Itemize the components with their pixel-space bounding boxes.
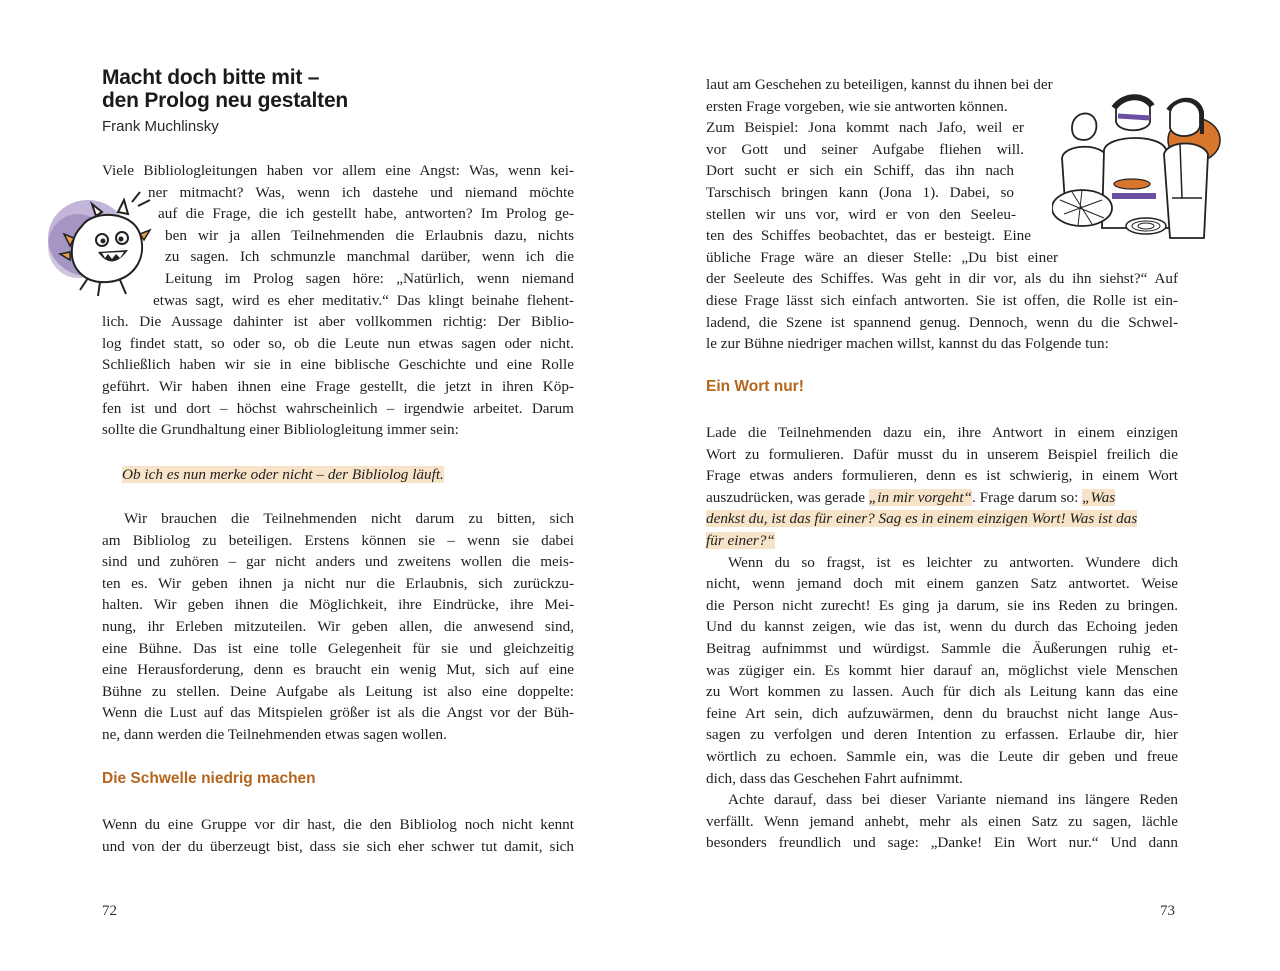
quote-highlight: Ob ich es nun merke oder nicht – der Bibliolog läuft. bbox=[122, 466, 444, 483]
text-line-highlight bbox=[706, 508, 1137, 530]
quote bbox=[122, 464, 444, 486]
text-line: eine Herausforderung, denn es braucht ein wenig Mut, sich auf eine bbox=[102, 661, 574, 679]
text-line: besonders freundlich und sage: „Danke! Ein Wort nur.“ Und dann bbox=[706, 834, 1178, 852]
text-line: laut am Geschehen zu beteiligen, kannst du ihnen bei der bbox=[706, 76, 1053, 93]
monster-illustration bbox=[40, 188, 158, 300]
text-line: stellen wir uns vor, wird er von den Seeleu- bbox=[706, 205, 1016, 223]
text-line: die Person nicht zurecht! Es ging ja darum, sie ins Reden zu bringen. bbox=[706, 596, 1178, 614]
text-line: Wort zu formulieren. Dafür musst du in unserem Beispiel freilich die bbox=[706, 445, 1178, 463]
text-line: Leitung im Prolog sagen höre: „Natürlich, wenn niemand bbox=[165, 270, 574, 287]
text-line: Wenn die Lust auf das Mitspielen größer ist als die Angst vor der Büh- bbox=[102, 704, 574, 722]
seafarers-illustration bbox=[1052, 88, 1230, 246]
text-line: ten des Schiffes beobachtet, das er besteigt. Eine bbox=[706, 227, 1031, 245]
text-line: Wenn du so fragst, ist es leichter zu antworten. Wundere dich bbox=[728, 553, 1178, 571]
text-line: und von der du überzeugt bist, dass sie sich eher schwer tut damit, sich bbox=[102, 837, 574, 855]
text-line: eine Bühne. Das ist eine tolle Gelegenheit für sie und gleichzeitig bbox=[102, 639, 574, 657]
text-fragment: . Frage darum so: bbox=[972, 488, 1083, 506]
text-line: zu Wort kommen zu lassen. Auch für dich als Leitung kann das eine bbox=[706, 683, 1178, 701]
text-line: ner mitmacht? Was, wenn ich dastehe und niemand möchte bbox=[148, 183, 574, 201]
text-line: zu sagen. Ich schmunzle manchmal darüber, wenn ich die bbox=[165, 248, 574, 266]
text-line: ladend, die Szene ist spannend genug. Dennoch, wenn du die Schwel- bbox=[706, 313, 1178, 331]
text-line: nicht, wenn jemand doch mit einem ganzen Satz antwortet. Weise bbox=[706, 575, 1178, 593]
text-line: Bühne zu stellen. Deine Aufgabe als Leitung ist also eine doppelte: bbox=[102, 682, 574, 700]
text-line: le zur Bühne niedriger machen willst, kannst du das Folgende tun: bbox=[706, 335, 1109, 353]
page-number: 72 bbox=[102, 903, 117, 919]
text-line: auf die Frage, die ich gestellt habe, antworten? Im Prolog ge- bbox=[158, 205, 574, 223]
text-line: sollte die Grundhaltung einer Bibliologleitung immer sein: bbox=[102, 421, 459, 439]
chapter-heading bbox=[102, 66, 602, 112]
text-line: log findet statt, so oder so, ob die Leute nun etwas sagen oder nicht. bbox=[102, 334, 574, 352]
text-line-highlight bbox=[706, 530, 775, 552]
text-line: Achte darauf, dass bei dieser Variante niemand ins längere Reden bbox=[728, 791, 1178, 809]
text-line: Zum Beispiel: Jona kommt nach Jafo, weil er bbox=[706, 119, 1024, 137]
subheading: Ein Wort nur! bbox=[706, 378, 804, 395]
text-line: halten. Wir geben ihnen die Möglichkeit, ihre Eindrücke, ihre Mei- bbox=[102, 596, 574, 614]
text-line: lich. Die Aussage dahinter ist aber vollkommen richtig: Der Biblio- bbox=[102, 313, 574, 331]
highlight-fragment: „in mir vorgeht“ bbox=[868, 488, 973, 506]
text-line-mixed bbox=[706, 487, 1178, 509]
subheading: Die Schwelle niedrig machen bbox=[102, 770, 316, 787]
text-line: ne, dann werden die Teilnehmenden etwas sagen wollen. bbox=[102, 726, 447, 743]
text-line: übliche Frage wäre an dieser Stelle: „Du bist einer bbox=[706, 248, 1058, 266]
text-line: ten es. Wir geben ihnen ja nicht nur die Erlaubnis, sich zurückzu- bbox=[102, 574, 574, 592]
text-line: was zügiger ein. Es kommt hier darauf an, möglichst viele Menschen bbox=[706, 661, 1178, 679]
text-line: sagen zu verfolgen und deren Intention zu erfassen. Erlaube dir, hier bbox=[706, 726, 1178, 744]
text-line: Schließlich haben wir sie in eine biblische Geschichte und eine Rolle bbox=[102, 356, 574, 374]
text-fragment: auszudrücken, was gerade bbox=[706, 488, 869, 506]
heading-line-2: den Prolog neu gestalten bbox=[102, 89, 349, 112]
text-line: Wir brauchen die Teilnehmenden nicht darum zu bitten, sich bbox=[124, 510, 574, 527]
text-line: fen ist und dort – höchst wahrscheinlich – irgendwie arbeitet. Darum bbox=[102, 399, 574, 417]
text-line: sind und zuhören – gar nicht anders und zweitens wollen die meis- bbox=[102, 553, 574, 571]
text-line: feine Art sein, dich aufzuwärmen, denn du brauchst nicht lange Aus- bbox=[706, 704, 1178, 722]
text-line: ersten Frage vorgeben, wie sie antworten können. bbox=[706, 97, 1008, 115]
text-line: verfällt. Wenn jemand anhebt, mehr als einen Satz zu sagen, lächle bbox=[706, 812, 1178, 830]
text-line: ben wir ja allen Teilnehmenden die Erlaubnis dazu, nichts bbox=[165, 226, 574, 244]
text-line: Dort sucht er sich ein Schiff, das ihn nach bbox=[706, 162, 1014, 180]
page-number: 73 bbox=[1160, 903, 1175, 919]
text-line: geführt. Wir haben ihnen eine Frage gestellt, die jetzt in ihren Köp- bbox=[102, 378, 574, 395]
author-name: Frank Muchlinsky bbox=[102, 118, 219, 135]
text-line: Tarschisch bringen kann (Jona 1). Dabei, so bbox=[706, 184, 1014, 201]
text-line: wörtlich zu echoen. Sammle ein, was die Leute dir geben und freue bbox=[706, 748, 1178, 765]
text-line: Beitrag aufnimmst und würdigst. Sammle die Äußerungen ruhig et- bbox=[706, 640, 1178, 657]
text-line: Wenn du eine Gruppe vor dir hast, die den Bibliolog noch nicht kennt bbox=[102, 816, 574, 833]
text-line: Frage etwas anders formulieren, denn es ist schwierig, in einem Wort bbox=[706, 467, 1178, 485]
text-line: Lade die Teilnehmenden dazu ein, ihre Antwort in einem einzigen bbox=[706, 424, 1178, 441]
text-line: nung, ihr Erleben mitzuteilen. Wir geben allen, die anwesend sind, bbox=[102, 618, 574, 635]
highlight-fragment: für einer?“ bbox=[706, 532, 775, 549]
highlight-fragment: denkst du, ist das für einer? Sag es in einem einzigen Wort! Was ist das bbox=[706, 510, 1138, 528]
highlight-fragment: „Was bbox=[1082, 488, 1116, 506]
text-line: diese Frage lässt sich einfach antworten. Sie ist offen, die Rolle ist ein- bbox=[706, 292, 1178, 309]
text-line: dich, dass das Geschehen Fahrt aufnimmt. bbox=[706, 769, 963, 787]
text-line: der Seeleute des Schiffes. Was geht in dir vor, als du ihn siehst?“ Auf bbox=[706, 270, 1178, 288]
heading-line-1: Macht doch bitte mit – bbox=[102, 66, 320, 89]
right-page bbox=[640, 0, 1280, 971]
text-line: am Bibliolog zu beteiligen. Erstens können sie – wenn sie dabei bbox=[102, 531, 574, 549]
text-line: vor Gott und seiner Aufgabe fliehen will. bbox=[706, 140, 1024, 158]
text-line: Viele Bibliologleitungen haben vor allem eine Angst: Was, wenn kei- bbox=[102, 162, 574, 179]
text-line: Und du kannst zeigen, wie das ist, wenn du durch das Echoing jeden bbox=[706, 618, 1178, 636]
text-line: etwas sagt, wird es eher meditativ.“ Das klingt beinahe flehent- bbox=[153, 291, 574, 309]
